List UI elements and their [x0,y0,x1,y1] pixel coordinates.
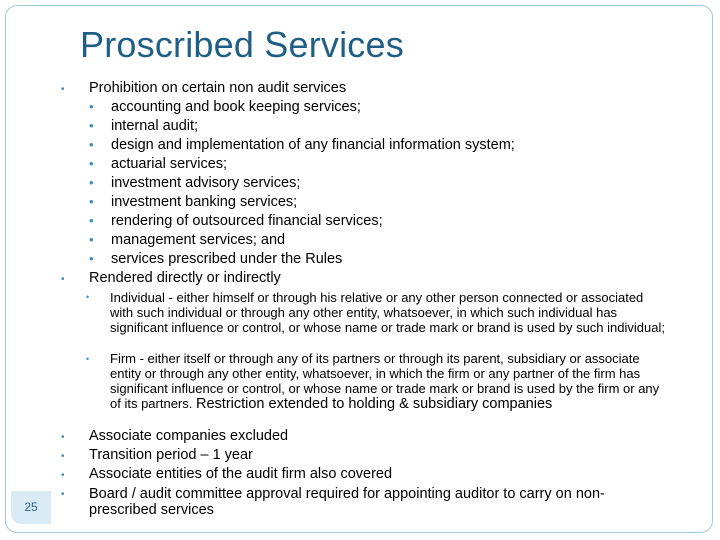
firm-text: Firm - either itself or through any of its partners or through its parent, subsidiary or associate entity or through any other entity, whatsoever, in which the firm or any partner of the firm has significant influence or control, or whose name or trade mark or brand is used by the firm or any of its partners. [110,351,660,411]
bullet-marker: • [89,213,94,228]
bullet-marker: • [61,451,65,462]
bullet-marker: • [89,175,94,190]
bullet-marker: • [61,489,65,500]
list-item: actuarial services; [111,156,228,172]
bullet-marker: • [61,470,65,481]
bullet-marker: • [89,194,94,209]
firm-tail-text: Restriction extended to holding & subsidiary companies [196,396,553,412]
firm-paragraph [110,351,670,412]
list-item: Transition period – 1 year [89,447,253,463]
list-item: rendering of outsourced financial services; [111,213,383,229]
page-number: 25 [24,500,38,514]
bullet-marker: • [89,137,94,152]
list-item: internal audit; [111,118,199,134]
bullet-marker: • [89,99,94,114]
block1-heading: Prohibition on certain non audit services [89,80,347,96]
bullet-marker: • [86,354,90,364]
list-item: Associate entities of the audit firm also covered [89,466,393,482]
list-item: investment banking services; [111,194,298,210]
page-number-box [11,491,51,524]
bullet-marker: • [89,156,94,171]
list-item: accounting and book keeping services; [111,99,361,115]
list-item: investment advisory services; [111,175,301,191]
list-item: management services; and [111,232,286,248]
bullet-marker: • [61,274,65,285]
list-item: services prescribed under the Rules [111,251,343,267]
list-item: Board / audit committee approval required for appointing auditor to carry on non-prescribed services [89,486,605,518]
bullet-marker: • [86,292,90,302]
bullet-marker: • [61,432,65,443]
slide-title: Proscribed Services [80,24,404,65]
bullet-marker: • [61,84,65,95]
individual-paragraph: Individual - either himself or through his relative or any other person connected or associated with such individual or through any other entity, whatsoever, in which such individual has significant influence or control, or whose name or trade mark or brand is used by such individual; [110,290,665,335]
bullet-marker: • [89,118,94,133]
bullet-marker: • [89,251,94,266]
list-item: design and implementation of any financial information system; [111,137,515,153]
list-item: Associate companies excluded [89,428,289,444]
block2-heading: Rendered directly or indirectly [89,270,281,286]
bullet-marker: • [89,232,94,247]
